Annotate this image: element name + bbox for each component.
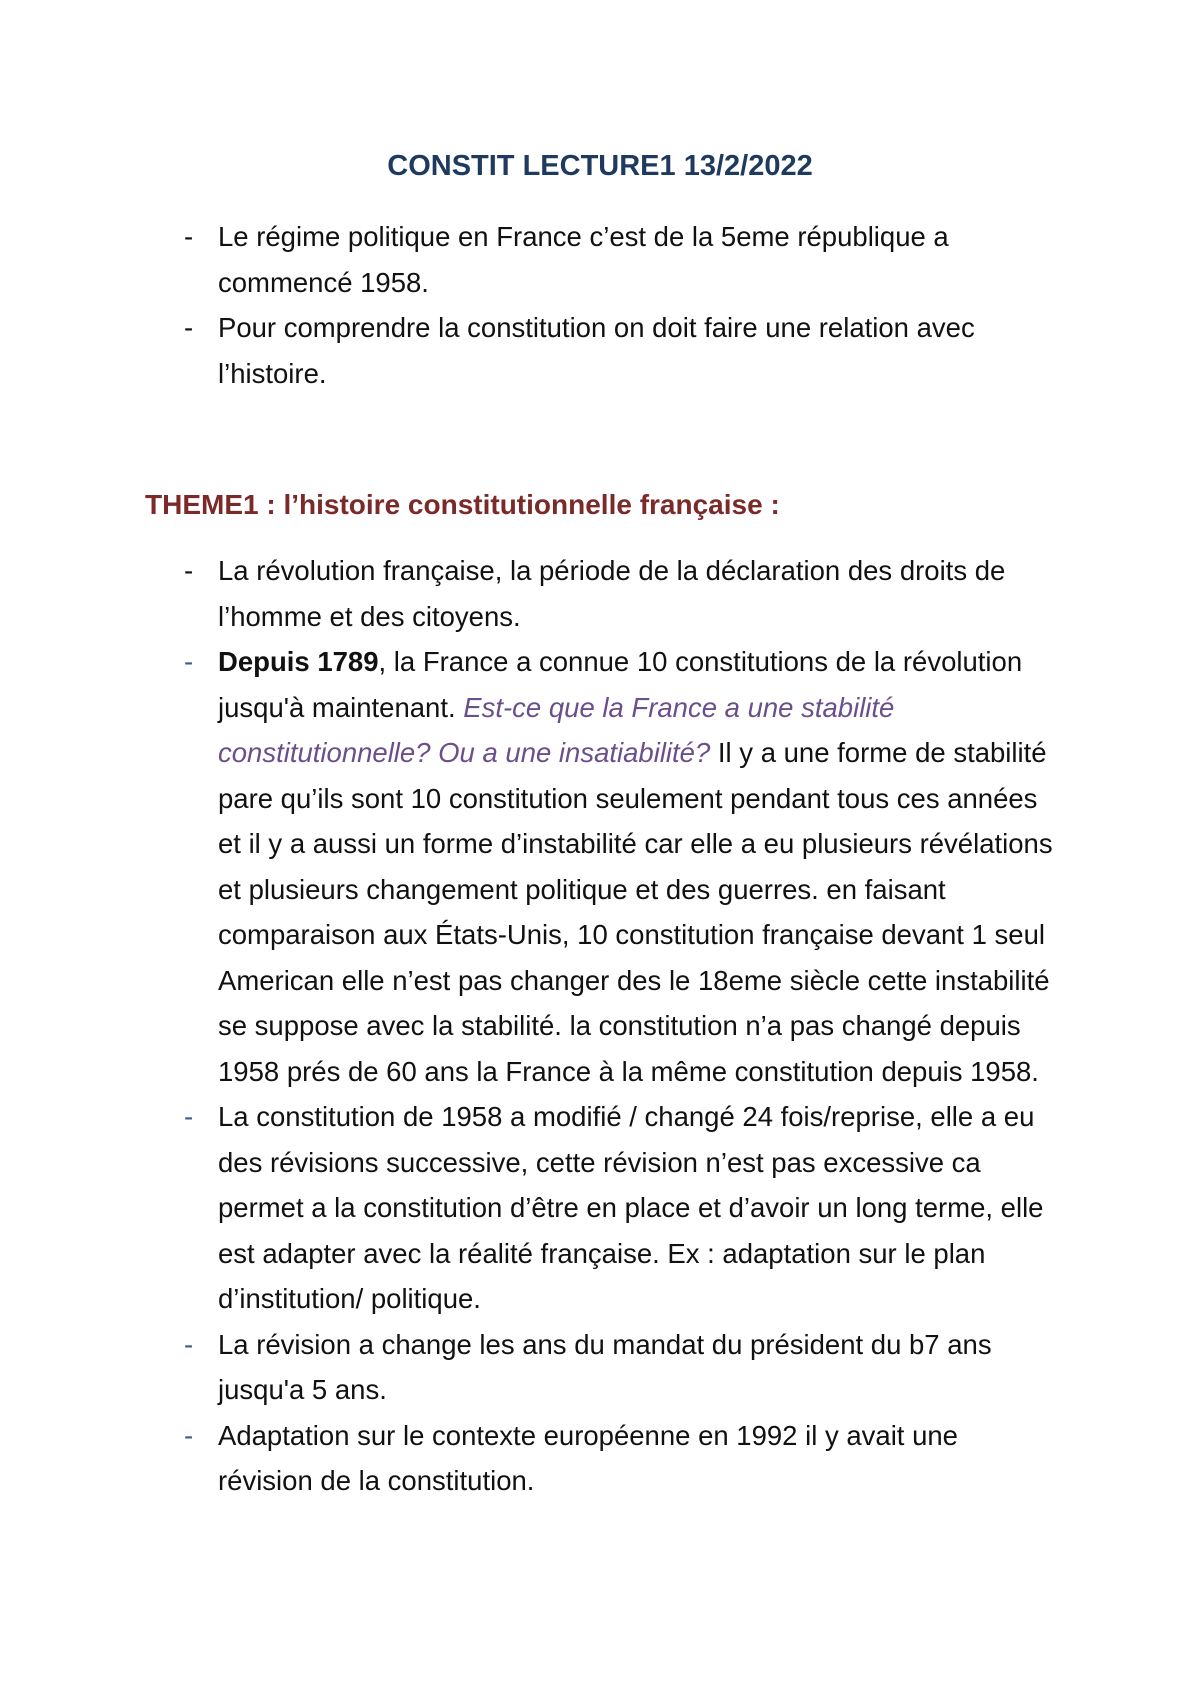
theme-bullet-text: La révolution française, la période de la déclaration des droits de l’homme et des citoyens.: [218, 555, 1006, 632]
list-item: [0, 305, 1200, 396]
intro-bullet-text: Le régime politique en France c’est de la 5eme république a commencé 1958.: [218, 221, 949, 298]
intro-bullet-text: Pour comprendre la constitution on doit faire une relation avec l’histoire.: [218, 312, 975, 389]
theme-bullet-text: La révision a change les ans du mandat du président du b7 ans jusqu'a 5 ans.: [218, 1328, 992, 1405]
question-text: Est-ce que la France a une stabilité constitutionnelle? Ou a une insatiabilité?: [218, 691, 895, 768]
bullet-marker: -: [184, 646, 194, 677]
theme-bullet-text: La constitution de 1958 a modifié / changé 24 fois/reprise, elle a eu des révisions successive, cette révision n’est pas excessive ca permet a la constitution d’être en place et d’avoir un long terme, elle est adapter avec la réalité française. Ex : adaptation sur le plan d’institution/ politique.: [218, 1101, 1044, 1314]
list-item: [0, 639, 1200, 1094]
bullet-marker: -: [184, 1328, 194, 1360]
theme-bullet-text: [218, 646, 1053, 1087]
bullet-text-part: Il y a une forme de stabilité pare qu’ils sont 10 constitution seulement pendant tous ces années et il y a aussi un forme d’instabilité car elle a eu plusieurs révélations et plusieurs changement politique et des guerres. en faisant comparaison aux États-Unis, 10 constitution française devant 1 seul American elle n’est pas changer des le 18eme siècle cette instabilité se suppose avec la stabilité. la constitution n’a pas changé depuis 1958 prés de 60 ans la France à la même constitution depuis 1958.: [218, 737, 1053, 1087]
list-item: [0, 1094, 1200, 1322]
list-item: [0, 1322, 1200, 1413]
bold-date: Depuis 1789: [218, 646, 379, 677]
theme-bullet-list: [0, 548, 1200, 1504]
list-item: [0, 1413, 1200, 1504]
bullet-marker: -: [184, 555, 194, 586]
document-title: CONSTIT LECTURE1 13/2/2022: [387, 150, 813, 182]
bullet-text-part: , la France a connue 10 constitutions de la révolution jusqu'à maintenant.: [218, 646, 1023, 723]
bullet-marker: -: [184, 1419, 194, 1451]
section-heading: THEME1 : l’histoire constitutionnelle française :: [145, 489, 780, 520]
bullet-marker: -: [184, 1101, 194, 1132]
bullet-marker: -: [184, 312, 194, 343]
list-item: [0, 214, 1200, 305]
list-item: [0, 548, 1200, 639]
intro-bullet-list: [0, 214, 1200, 396]
bullet-marker: -: [184, 221, 194, 252]
theme-bullet-text: Adaptation sur le contexte européenne en 1992 il y avait une révision de la constitution.: [218, 1419, 958, 1496]
